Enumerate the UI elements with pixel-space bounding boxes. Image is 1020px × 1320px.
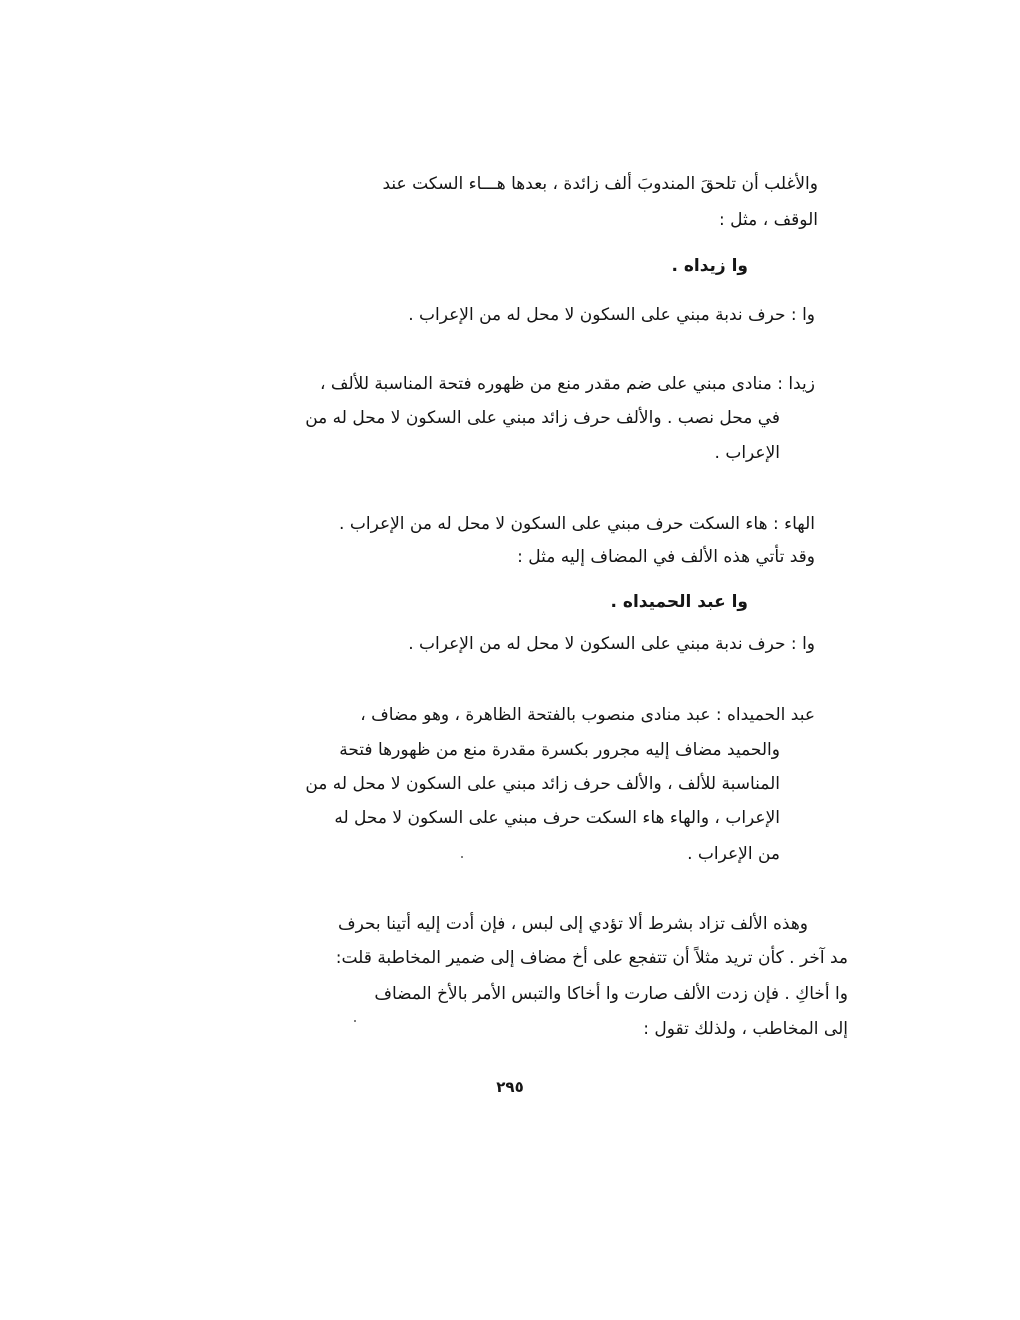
text-line: وهذه الألف تزاد بشرط ألا تؤدي إلى لبس ، فإن أدت إليه أتينا بحرف — [337, 914, 808, 934]
text-line: عبد الحميداه : عبد منادى منصوب بالفتحة الظاهرة ، وهو مضاف ، — [360, 705, 815, 725]
text-line: والأغلب أن تلحقَ المندوبَ ألف زائدة ، بعدها هـــاء السكت عند — [382, 174, 818, 194]
scan-speck — [354, 1020, 356, 1022]
text-line: الإعراب . — [714, 443, 780, 463]
text-line: الهاء : هاء السكت حرف مبني على السكون لا محل له من الإعراب . — [339, 514, 815, 534]
scan-speck — [461, 856, 463, 858]
page-number: ٢٩٥ — [496, 1078, 524, 1096]
text-line: وا : حرف ندبة مبني على السكون لا محل له من الإعراب . — [408, 305, 815, 325]
example-line: وا زيداه . — [671, 256, 748, 276]
example-line: وا عبد الحميداه . — [610, 592, 748, 612]
text-line: الإعراب ، والهاء هاء السكت حرف مبني على السكون لا محل له — [334, 808, 780, 828]
text-line: في محل نصب . والألف حرف زائد مبني على السكون لا محل له من — [305, 408, 780, 428]
text-line: مد آخر . كأن تريد مثلاً أن تتفجع على أخ مضاف إلى ضمير المخاطبة قلت: — [335, 948, 848, 968]
text-line: وقد تأتي هذه الألف في المضاف إليه مثل : — [517, 547, 815, 567]
text-line: وا أخاكِ . فإن زدت الألف صارت وا أخاكا والتبس الأمر بالأخ المضاف — [374, 984, 848, 1004]
text-line: من الإعراب . — [687, 844, 780, 864]
text-line: والحميد مضاف إليه مجرور بكسرة مقدرة منع من ظهورها فتحة — [339, 740, 780, 760]
text-line: زيدا : منادى مبني على ضم مقدر منع من ظهوره فتحة المناسبة للألف ، — [320, 374, 815, 394]
text-line: وا : حرف ندبة مبني على السكون لا محل له من الإعراب . — [408, 634, 815, 654]
text-line-content: الوقف ، مثل : — [719, 210, 818, 230]
text-line: إلى المخاطب ، ولذلك تقول : — [643, 1019, 848, 1039]
text-line — [719, 208, 818, 232]
text-line: المناسبة للألف ، والألف حرف زائد مبني على السكون لا محل له من — [305, 774, 780, 794]
